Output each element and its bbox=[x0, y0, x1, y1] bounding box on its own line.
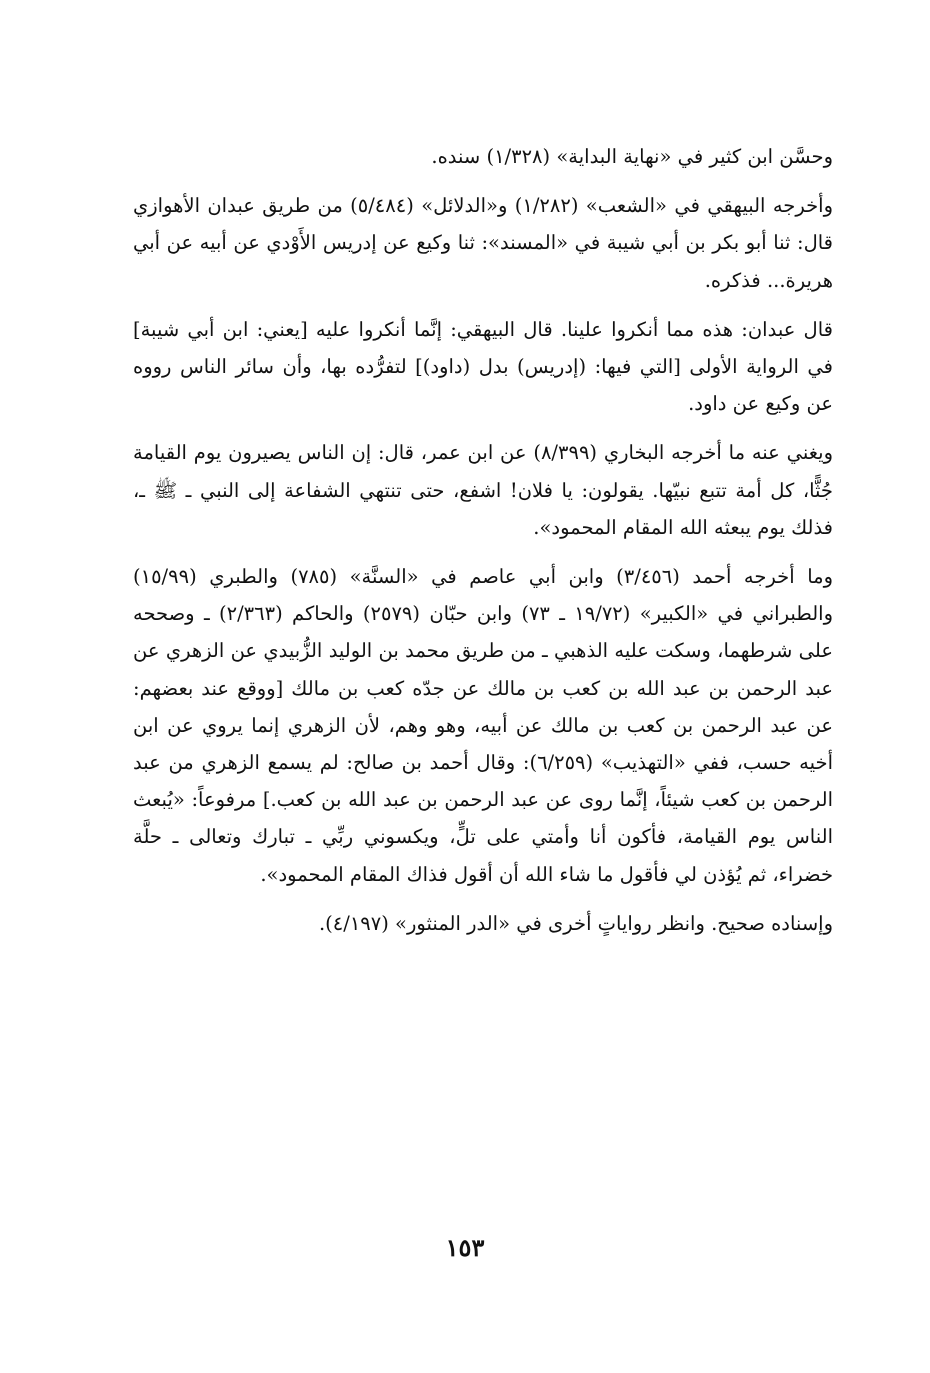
paragraph-1: وحسَّن ابن كثير في «نهاية البداية» (١/٣٢٨) سنده. bbox=[431, 145, 833, 168]
paragraph-2: وأخرجه البيهقي في «الشعب» (١/٢٨٢) و«الدلائل» (٥/٤٨٤) من طريق عبدان الأهوازي قال: ثنا أبو بكر بن أبي شيبة في «المسند»: ثنا وكيع عن إدريس الأَوْدي عن أبيه عن أبي هريرة... فذكره. bbox=[133, 194, 833, 292]
paragraph-3: قال عبدان: هذه مما أنكروا علينا. قال البيهقي: إنَّما أنكروا عليه [يعني: ابن أبي شيبة] في الرواية الأولى [التي فيها: (إدريس) بدل (داود)] لتفرُّده بها، وأن سائر الناس رووه عن وكيع عن داود. bbox=[133, 317, 833, 416]
paragraph-4: ويغني عنه ما أخرجه البخاري (٨/٣٩٩) عن ابن عمر، قال: إن الناس يصيرون يوم القيامة جُثًّا، كل أمة تتبع نبيّها. يقولون: يا فلان! اشفع، حتى تنتهي الشفاعة إلى النبي ـ ﷺ ـ، فذلك يوم يبعثه الله المقام المحمود». bbox=[133, 441, 833, 539]
main-text bbox=[133, 138, 833, 954]
paragraph-5: وما أخرجه أحمد (٣/٤٥٦) وابن أبي عاصم في «السنَّة» (٧٨٥) والطبري (١٥/٩٩) والطبراني في «الكبير» (١٩/٧٢ ـ ٧٣) وابن حبّان (٢٥٧٩) والحاكم (٢/٣٦٣) ـ وصححه على شرطهما، وسكت عليه الذهبي ـ من طريق محمد بن الوليد الزُّبيدي عن الزهري عن عبد الرحمن بن عبد الله بن كعب بن مالك عن جدّه كعب بن مالك [ووقع عند بعضهم: عن عبد الرحمن بن كعب بن مالك عن أبيه، وهو وهم، لأن الزهري إنما يروي عن ابن أخيه حسب، ففي «التهذيب» (٦/٢٥٩): وقال أحمد بن صالح: لم يسمع الزهري من عبد الرحمن بن كعب شيئاً، إنَّما روى عن عبد الرحمن بن عبد الله بن كعب.] مرفوعاً: «يُبعث الناس يوم القيامة، فأكون أنا وأمتي على تلٍّ، ويكسوني ربِّي ـ تبارك وتعالى ـ حلَّة خضراء، ثم يُؤذن لي فأقول ما شاء الله أن أقول فذاك المقام المحمود». bbox=[133, 565, 833, 886]
paragraph-6: وإسناده صحيح. وانظر رواياتٍ أخرى في «الدر المنثور» (٤/١٩٧). bbox=[318, 911, 833, 935]
page-number: ١٥٣ bbox=[445, 1233, 485, 1262]
